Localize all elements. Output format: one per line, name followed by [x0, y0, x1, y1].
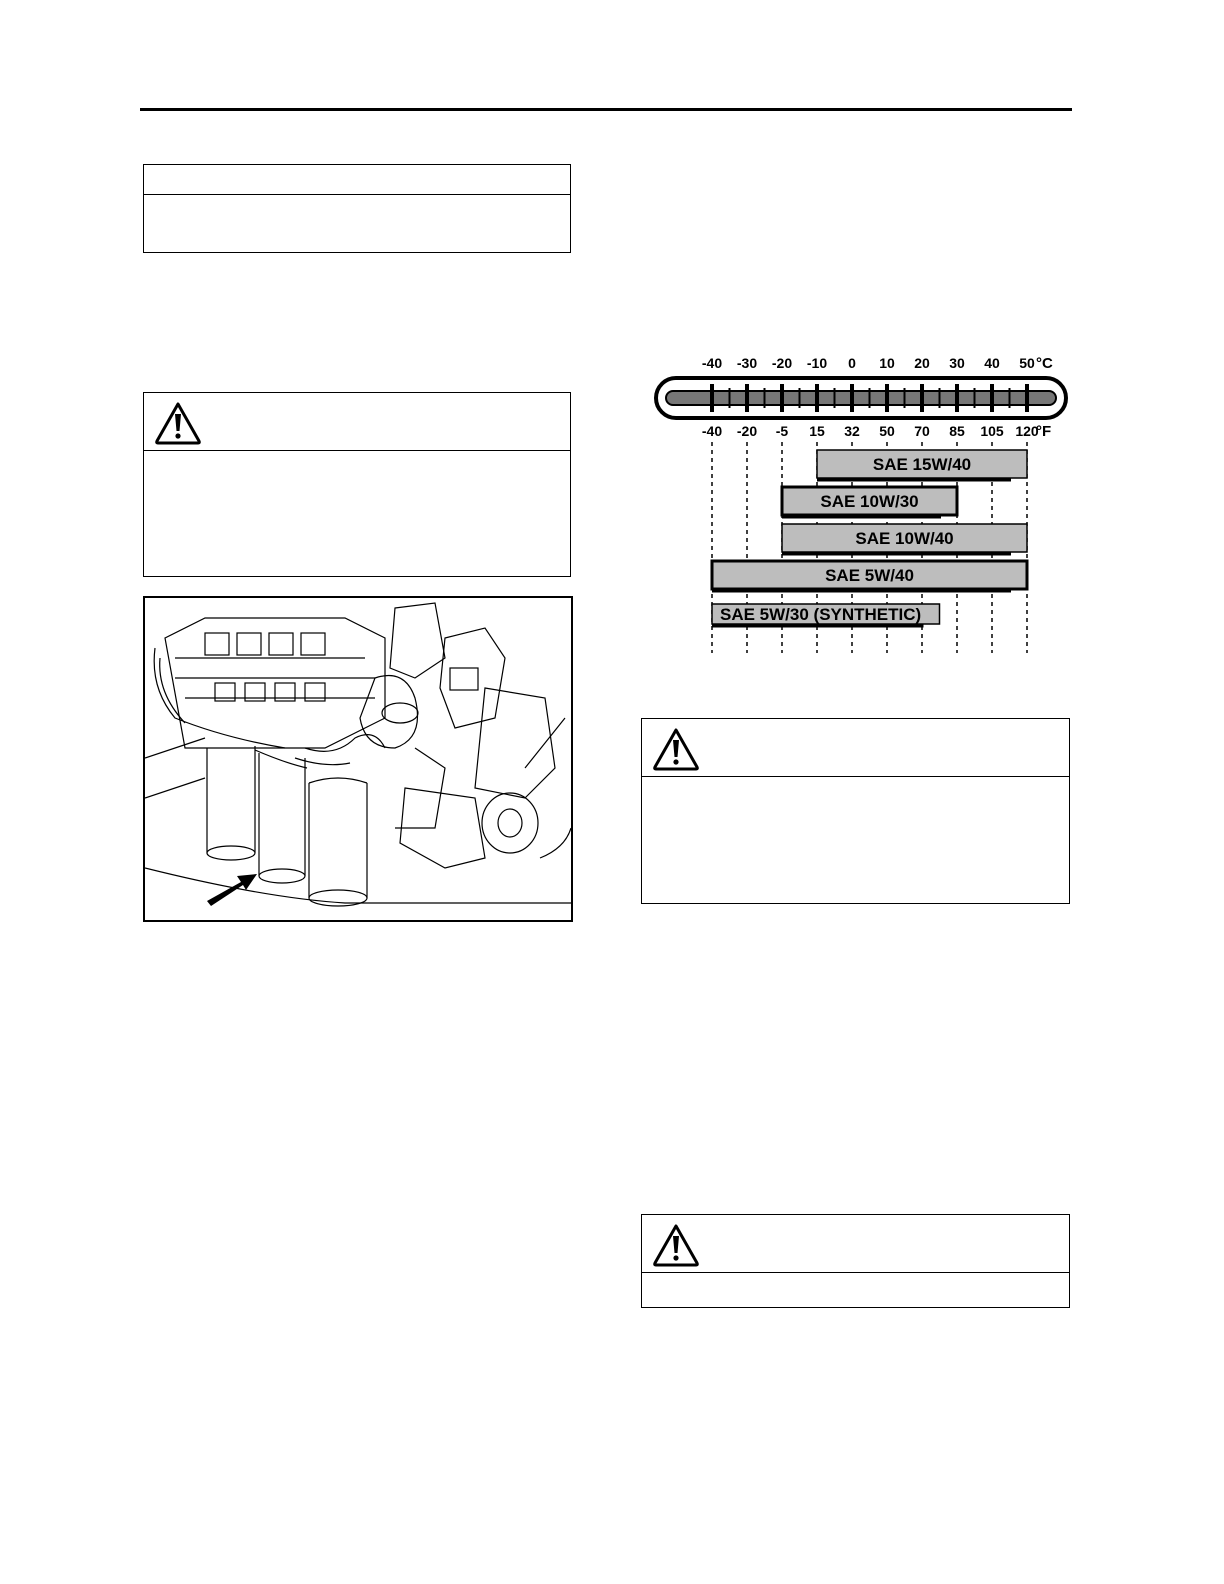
fahrenheit-unit-label: °F	[1036, 423, 1052, 440]
warning-box-1	[143, 392, 571, 577]
warning-triangle-icon	[652, 727, 700, 771]
info-table	[143, 164, 571, 253]
celsius-tick-label: 30	[949, 355, 965, 371]
fahrenheit-tick-label: -40	[701, 423, 723, 439]
viscosity-bars	[712, 450, 1027, 626]
fahrenheit-tick-labels	[702, 423, 1039, 439]
thermometer-tube	[666, 391, 1056, 405]
bar-label: SAE 15W/40	[872, 455, 972, 474]
bar-label: SAE 5W/40	[825, 566, 914, 585]
engine-oil-filter-illustration	[143, 596, 573, 922]
celsius-tick-label: 40	[984, 355, 1000, 371]
celsius-tick-label: -20	[771, 355, 793, 371]
warning-triangle-icon	[652, 1223, 700, 1267]
oil-viscosity-chart	[648, 348, 1078, 658]
fahrenheit-tick-label: -5	[775, 423, 789, 439]
bar-label: SAE 10W/30	[820, 492, 919, 511]
celsius-tick-label: 20	[914, 355, 930, 371]
fahrenheit-tick-label: 70	[914, 423, 930, 439]
celsius-tick-label: -30	[736, 355, 758, 371]
celsius-tick-label: -10	[806, 355, 828, 371]
warning-box-2	[641, 718, 1070, 904]
info-table-header	[144, 165, 570, 195]
celsius-tick-label: 10	[879, 355, 895, 371]
warning-box-3	[641, 1214, 1070, 1308]
info-table-body	[144, 195, 570, 252]
bar-label: SAE 10W/40	[855, 529, 954, 548]
celsius-unit-label: °C	[1036, 355, 1053, 372]
fahrenheit-tick-label: 120	[1015, 423, 1039, 439]
fahrenheit-tick-label: 50	[879, 423, 895, 439]
header-rule	[140, 108, 1072, 111]
fahrenheit-tick-label: -20	[736, 423, 758, 439]
bar-label: SAE 5W/30 (SYNTHETIC)	[720, 605, 922, 624]
warning-box-2-header	[642, 719, 1069, 777]
warning-box-3-header	[642, 1215, 1069, 1273]
warning-triangle-icon	[154, 401, 202, 445]
celsius-tick-label: 0	[848, 355, 856, 371]
fahrenheit-tick-label: 85	[949, 423, 965, 439]
arrow-icon	[207, 874, 257, 906]
celsius-tick-labels	[702, 355, 1035, 371]
celsius-tick-label: 50	[1019, 355, 1035, 371]
fahrenheit-tick-label: 32	[844, 423, 860, 439]
fahrenheit-tick-label: 105	[980, 423, 1004, 439]
engine-drawing	[145, 598, 571, 920]
celsius-tick-label: -40	[701, 355, 723, 371]
warning-box-1-header	[144, 393, 570, 451]
fahrenheit-tick-label: 15	[809, 423, 825, 439]
